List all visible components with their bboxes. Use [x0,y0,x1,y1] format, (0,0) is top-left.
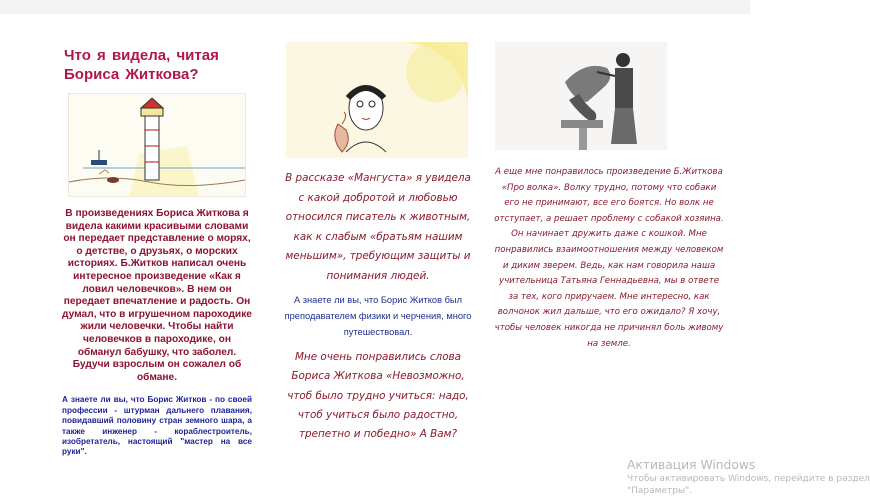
col1-note: А знаете ли вы, что Борис Житков - по своей профессии - штурман дальнего плавания, повидавший половину стран земного шара, а также инженер - кораблестроитель, изобретатель, настоящий "мастер на все руки". [62,395,252,457]
top-strip [0,0,750,14]
col3-paragraph: А еще мне понравилось произведение Б.Житкова «Про волка». Волку трудно, потому что собаки его не принимают, все его боятся. Но волк не отступает, а решает проблему с собакой хозяина. Он начинает дружить даже с кошкой. Мне понравились взаимоотношения между человеком и диким зверем. Ведь, как нам говорила наша учительница Татьяна Геннадьевна, мы в ответе за тех, кого приручаем. Мне интересно, как волчонок жил дальше, что его ожидало? Я хочу, чтобы человек никогда не причинял боль живому на земле. [494,167,724,349]
col2-paragraph-1: В рассказе «Мангуста» я увидела с какой добротой и любовью относился писатель к животным, как к слабым «братьям нашим меньшим», требующим защиты и понимания людей. [285,172,471,282]
wolf-story-picture [495,42,667,150]
dog-woman-drawing-icon [495,42,667,150]
column-left [62,40,252,458]
windows-activation-watermark [627,458,870,497]
column-middle [283,40,473,444]
lighthouse-picture [68,93,246,197]
woman-mongoose-drawing-icon [286,42,468,158]
col1-body: В произведениях Бориса Житкова я видела какими красивыми словами он передает представление о морях, о детстве, о друзьях, о морских историях. Б.Житков написал очень интересное произведение «Как я ловил человечков». В нем он передает впечатление и радость. Он думал, что в игрушечном пароходике жили человечки. Чтобы найти человечков в пароходике, он обманул бабушку, что заболел. Будучи взрослым он сожалел об обмане. [62,208,252,383]
watermark-line-2: Чтобы активировать Windows, перейдите в раздел [627,474,870,484]
watermark-title: Активация Windows [627,458,756,472]
watermark-line-3: "Параметры". [627,486,693,496]
mongoose-picture [286,42,468,158]
col2-note: А знаете ли вы, что Борис Житков был преподавателем физики и черчения, много путешествовал. [284,295,472,337]
lighthouse-drawing-icon [69,94,245,196]
column-right [493,40,725,352]
col2-paragraph-2: Мне очень понравились слова Бориса Житкова «Невозможно, чтоб было трудно учиться: надо, чтоб учиться было радостно, трепетно и победно» А Вам? [287,351,469,441]
page-title: Что я видела, читая Бориса Житкова? [64,47,219,83]
